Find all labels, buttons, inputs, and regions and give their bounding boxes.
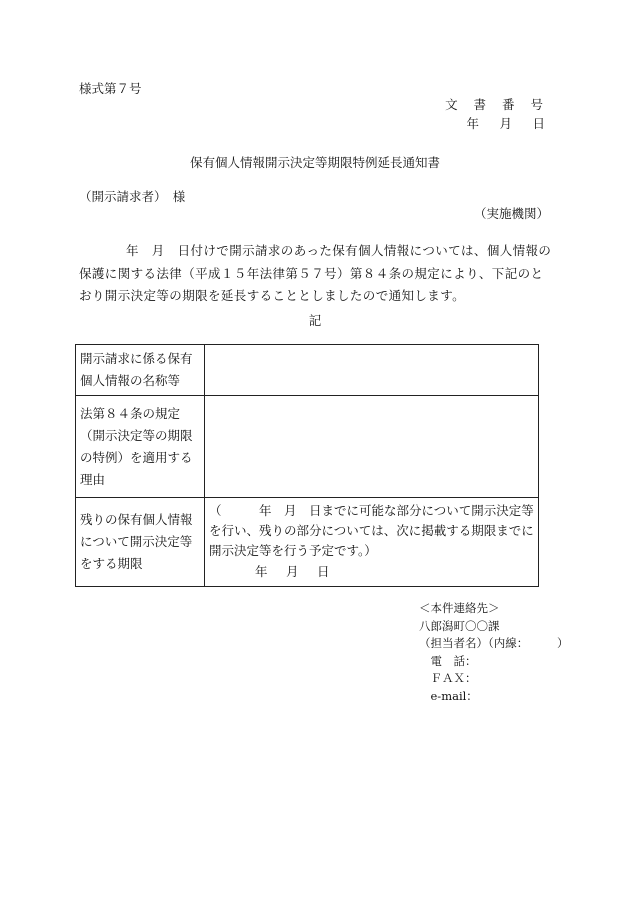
row-label-info-name: 開示請求に係る保有個人情報の名称等 (76, 345, 205, 396)
table-row (76, 345, 539, 396)
extension-date: 年 月 日 (255, 564, 333, 579)
ki-heading: 記 (308, 313, 322, 328)
document-date: 年 月 日 (466, 116, 549, 131)
row-value-deadline (205, 498, 539, 587)
row-label-deadline: 残りの保有個人情報について開示決定等をする期限 (76, 498, 205, 587)
contact-phone: 電 話： (419, 653, 477, 668)
info-table (75, 344, 539, 587)
row-value-reason (205, 396, 539, 498)
contact-heading: ＜本件連絡先＞ (419, 601, 500, 615)
row-value-info-name (205, 345, 539, 396)
form-number: 様式第７号 (79, 81, 142, 96)
contact-fax: ＦＡＸ： (419, 671, 477, 685)
issuer: （実施機関） (473, 206, 549, 221)
contact-department: 八郎潟町〇〇課 (419, 618, 500, 633)
extension-text: （ 年 月 日までに可能な部分について開示決定等を行い、残りの部分については、次に掲載する期限までに開示決定等を行う予定です。） (209, 503, 534, 558)
row-label-reason: 法第８４条の規定（開示決定等の期限の特例）を適用する理由 (76, 396, 205, 498)
document-number: 文 書 番 号 (445, 97, 549, 112)
table-row (76, 396, 539, 498)
addressee: （開示請求者） 様 (79, 189, 186, 204)
contact-block (419, 600, 569, 705)
contact-email: e-mail： (419, 688, 478, 703)
document-title: 保有個人情報開示決定等期限特例延長通知書 (189, 155, 440, 170)
table-row (76, 498, 539, 587)
body-text: 年 月 日付けで開示請求のあった保有個人情報については、個人情報の保護に関する法律（平成１５年法律第５７号）第８４条の規定により、下記のとおり開示決定等の期限を延長することとしましたので通知します。 (79, 243, 552, 303)
contact-person: （担当者名）（内線： ） (419, 636, 569, 650)
